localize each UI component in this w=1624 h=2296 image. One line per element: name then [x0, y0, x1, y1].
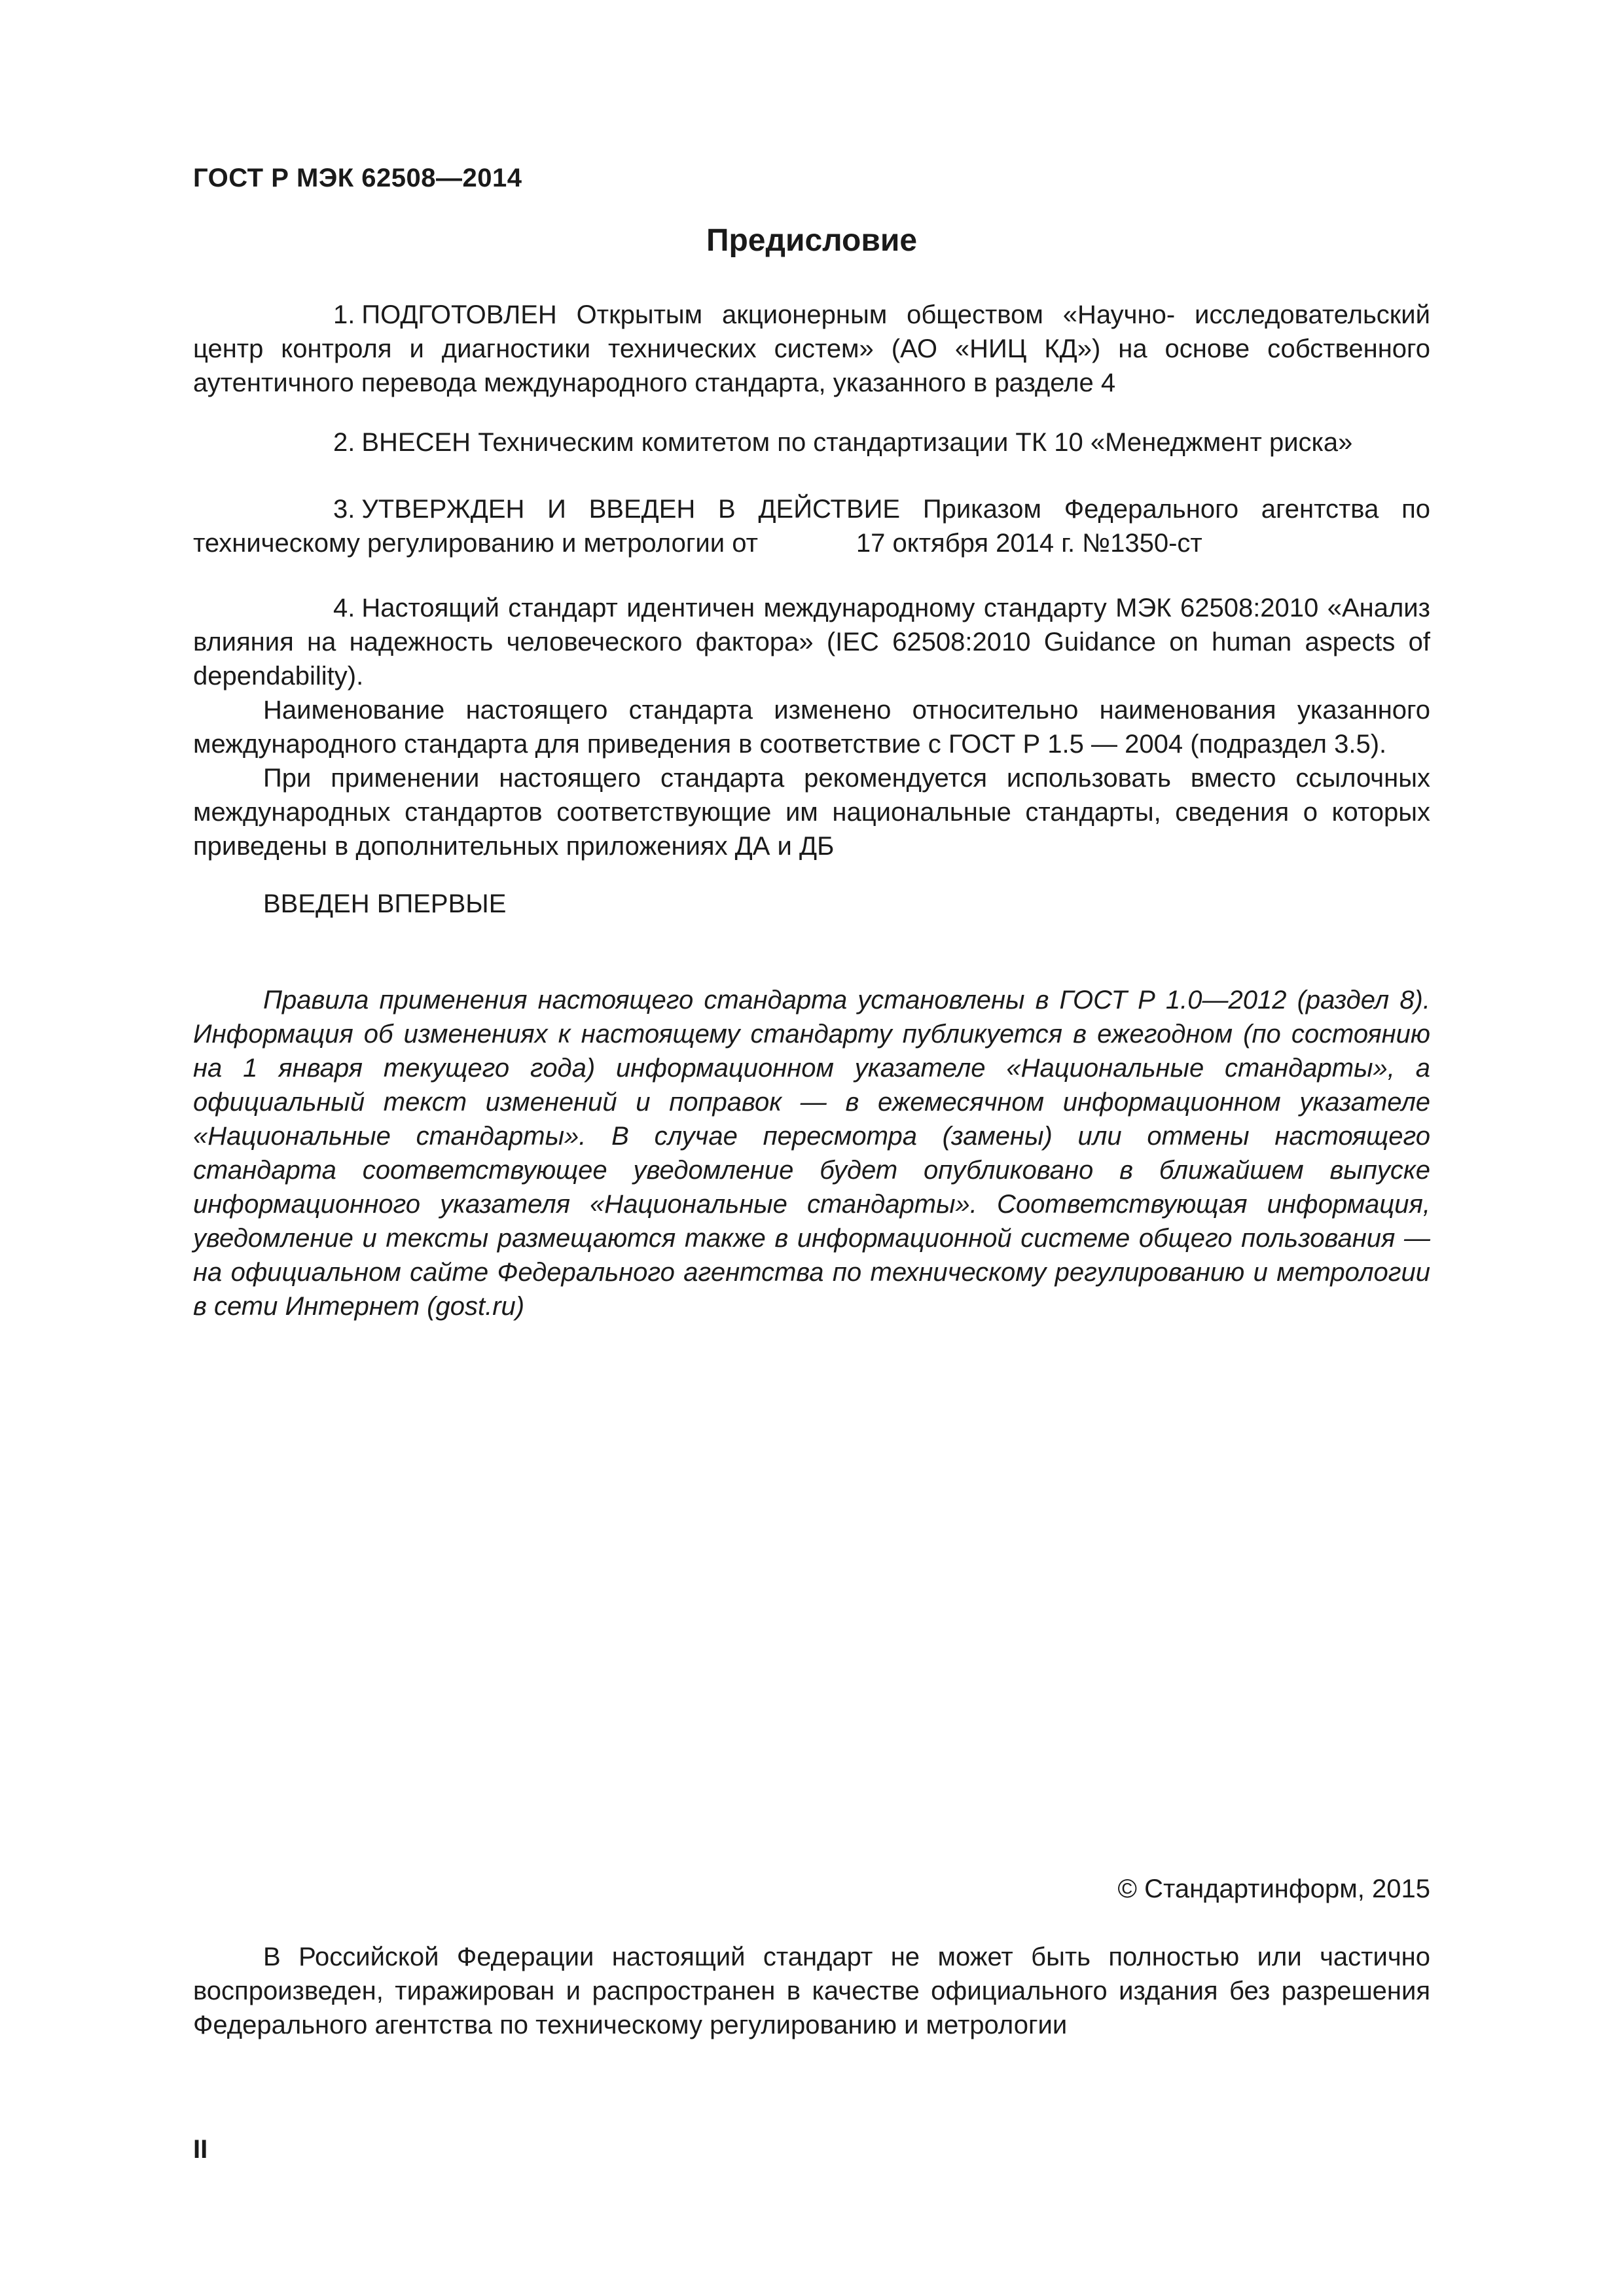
- item-lead: ВНЕСЕН: [361, 428, 471, 457]
- item-text: Открытым акционерным обществом «Научно- исследовательский центр контроля и диагностики технических систем» (АО «НИЦ КД») на основе собственного аутентичного перевода международного стандарта, указанного в разделе 4: [193, 300, 1430, 397]
- legal-notice: В Российской Федерации настоящий стандарт не может быть полностью или частично воспроизведен, тиражирован и распространен в качестве официального издания без разрешения Федерального агентства по техническому регулированию и метрологии: [193, 1943, 1430, 2039]
- page-number: II: [193, 2135, 208, 2164]
- item-number: 2.: [333, 428, 355, 457]
- approval-date-order: 17 октября 2014 г. №1350-ст: [856, 529, 1202, 558]
- foreword-item-3: [193, 492, 1430, 560]
- item4-note-name-change: Наименование настоящего стандарта изменено относительно наименования указанного международного стандарта для приведения в соответствие с ГОСТ Р 1.5 — 2004 (подраздел 3.5).: [193, 696, 1430, 759]
- item-number: 4.: [333, 594, 355, 622]
- copyright: © Стандартинформ, 2015: [1117, 1874, 1430, 1903]
- standard-designation: ГОСТ Р МЭК 62508—2014: [193, 164, 522, 192]
- foreword-item-5: ВВЕДЕН ВПЕРВЫЕ: [263, 889, 507, 918]
- item-lead: Настоящий стандарт: [361, 594, 618, 622]
- item-text: идентичен международному стандарту МЭК 62508:2010 «Анализ влияния на надежность человеческого фактора» (IEC 62508:2010 Guidance on human aspects of dependability).: [193, 594, 1430, 691]
- rules-note: Правила применения настоящего стандарта установлены в ГОСТ Р 1.0—2012 (раздел 8). Информация об изменениях к настоящему стандарту публикуется в ежегодном (по состоянию на 1 января текущего года) информационном указателе «Национальные стандарты», а официальный текст изменений и поправок — в ежемесячном информационном указателе «Национальные стандарты». В случае пересмотра (замены) или отмены настоящего стандарта соответствующее уведомление будет опубликовано в ближайшем выпуске информационного указателя «Национальные стандарты». Соответствующая информация, уведомление и тексты размещаются также в информационной системе общего пользования — на официальном сайте Федерального агентства по техническому регулированию и метрологии в сети Интернет (gost.ru): [193, 986, 1430, 1321]
- item-lead: ПОДГОТОВЛЕН: [361, 300, 557, 329]
- foreword-item-2: [193, 425, 1430, 459]
- page-title: Предисловие: [706, 223, 918, 258]
- foreword-item-4: [193, 591, 1430, 863]
- item-number: 1.: [333, 300, 355, 329]
- foreword-item-1: [193, 298, 1430, 400]
- item4-note-references: При применении настоящего стандарта рекомендуется использовать вместо ссылочных международных стандартов соответствующие им национальные стандарты, сведения о которых приведены в дополнительных приложениях ДА и ДБ: [193, 764, 1430, 861]
- item-lead: УТВЕРЖДЕН И ВВЕДЕН В ДЕЙСТВИЕ: [361, 495, 901, 524]
- item-text: Приказом Федерального агентства по техническому регулированию и метрологии от: [193, 495, 1430, 558]
- item-text: Техническим комитетом по стандартизации ТК 10 «Менеджмент риска»: [478, 428, 1353, 457]
- item-number: 3.: [333, 495, 355, 524]
